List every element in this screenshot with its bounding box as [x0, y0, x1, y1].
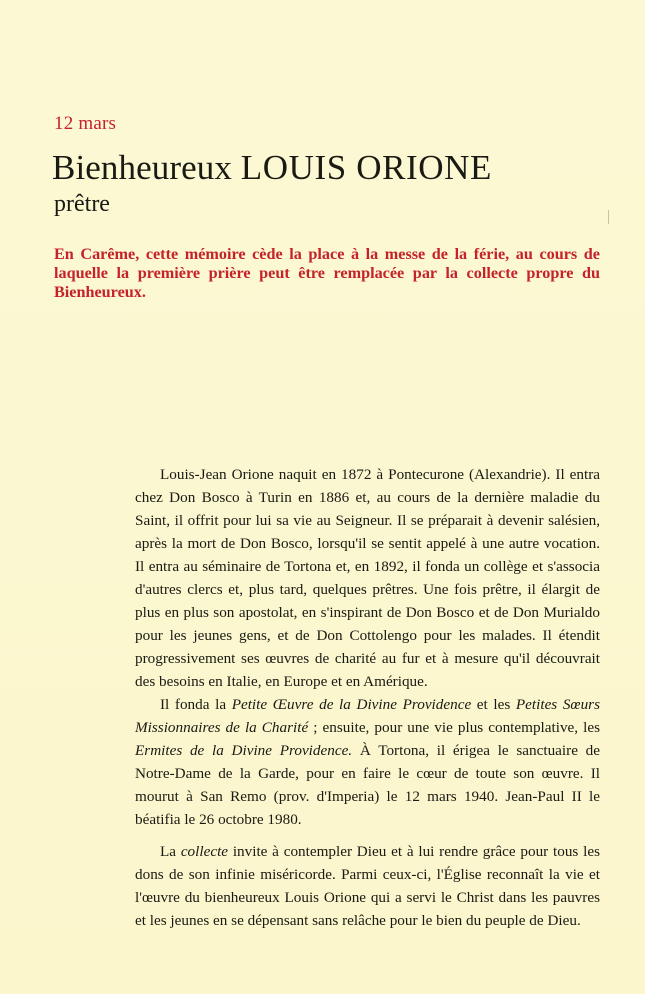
italic-title: Petite Œuvre de la Divine Providence	[231, 696, 472, 713]
biography-text	[135, 463, 600, 932]
page-title	[52, 148, 492, 188]
text-run: invite à contempler Dieu et à lui rendre grâce pour tous les dons de son infinie miséricorde. Parmi ceux-ci, l'Église reconnaît la vie et l'œuvre du bienheureux Louis Orione qui a servi le Christ dans les pauvres et les jeunes en se dépensant sans relâche pour le bien du peuple de Dieu.	[135, 843, 600, 929]
italic-term: collecte	[180, 843, 229, 860]
text-run: À Tortona, il érigea le sanctuaire de Notre-Dame de la Garde, pour en faire le cœur de toute son œuvre. Il mourut à San Remo (prov. d'Imperia) le 12 mars 1940. Jean-Paul II le béatifia le 26 octobre 1980.	[135, 742, 600, 828]
italic-title: Petites Sœurs Missionnaires de la Charité	[135, 696, 600, 736]
text-run: et les	[471, 696, 516, 713]
text-run: Il fonda la	[160, 696, 232, 713]
paragraph-foundations	[135, 693, 600, 831]
text-run: ; ensuite, pour une vie plus contemplative, les	[308, 719, 601, 736]
paragraph-collect	[135, 840, 600, 932]
liturgical-rubric: En Carême, cette mémoire cède la place à la messe de la férie, au cours de laquelle la première prière peut être remplacée par la collecte propre du Bienheureux.	[54, 245, 600, 301]
margin-mark	[608, 210, 609, 224]
text-run: La	[160, 843, 181, 860]
title-prefix: Bienheureux	[52, 148, 232, 187]
title-name: LOUIS ORIONE	[240, 148, 493, 187]
paragraph-biography: Louis-Jean Orione naquit en 1872 à Pontecurone (Alexandrie). Il entra chez Don Bosco à Turin en 1886 et, au cours de la dernière maladie du Saint, il offrit pour lui sa vie au Seigneur. Il se préparait à devenir salésien, après la mort de Don Bosco, lorsqu'il se sentit appelé à une autre vocation. Il entra au séminaire de Tortona et, en 1892, il fonda un collège et s'associa d'autres clercs et, plus tard, quelques prêtres. Une fois prêtre, il élargit de plus en plus son apostolat, en s'inspirant de Don Bosco et de Don Murialdo pour les jeunes gens, et de Don Cottolengo pour les malades. Il étendit progressivement ses œuvres de charité au fur et à mesure qu'il découvrait des besoins en Italie, en Europe et en Amérique.	[135, 466, 600, 690]
italic-title: Ermites de la Divine Providence.	[135, 742, 353, 759]
page-subtitle: prêtre	[54, 191, 110, 217]
feast-date: 12 mars	[54, 113, 117, 134]
